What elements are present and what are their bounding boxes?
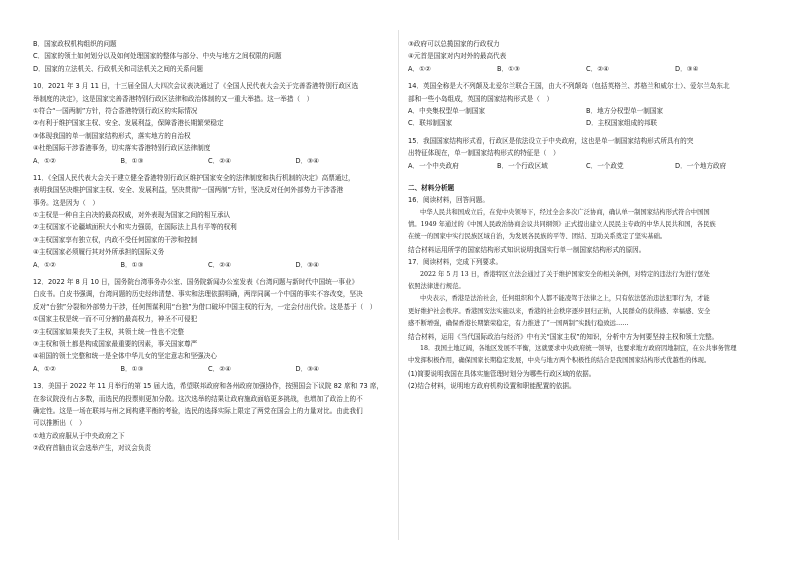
option-d: D．③④	[675, 64, 699, 73]
question-stem: 18．我国土地辽阔，各地区发展不平衡，这就要求中央政府统一领导，也要求地方政府因地制宜，在公共事务管理	[420, 344, 737, 352]
question-stem: 反对“台独”分裂和外部势力干涉，任何图谋利用“台独”为借口破坏中国主权的行为，一定会付出代价。这是基于（ ）	[33, 302, 377, 311]
statement-item: ④祖国的领土完整和统一是全体中华儿女的坚定意志和坚强决心	[33, 352, 217, 361]
statement-item: ③主权国家享有独立权，内政不受任何国家的干涉和控制	[33, 235, 198, 244]
option-a: A．①②	[33, 156, 56, 165]
statement-item: ①主权是一种自主自决的最高权威，对外表现为国家之间的相互承认	[33, 211, 231, 220]
option-b: B．一个行政区域	[497, 161, 548, 170]
question-prompt: 结合材料，运用《当代国际政治与经济》中有关“国家主权”的知识，分析中方为何要坚持主权和领土完整。	[408, 332, 719, 341]
statement-item: ②政府首脑由议会选举产生，对议会负责	[33, 444, 152, 453]
option-d: D．③④	[295, 364, 319, 373]
statement-item: ③体现我国的单一制国家结构形式，落实地方的自治权	[33, 131, 191, 140]
answer-options	[408, 105, 764, 117]
statement-item: ③政府可以总揽国家的行政权力	[408, 40, 500, 48]
answer-options	[408, 63, 764, 75]
material-text: 在统一的国家中实行民族区域自治，为发展各民族的平等、团结、互助关系奠定了坚实基础。	[408, 233, 667, 241]
option-b: B．①③	[497, 64, 520, 73]
section-heading: 二、材料分析题	[408, 183, 455, 192]
statement-item: ①地方政府服从于中央政府之下	[33, 431, 125, 440]
answer-options	[408, 117, 764, 129]
option-c: C．②④	[208, 156, 232, 165]
answer-options	[33, 363, 383, 375]
sub-question: (1)简要说明我国在具体实施管理时划分为哪些行政区域的依据。	[408, 369, 596, 378]
option-d: D．③④	[295, 156, 319, 165]
option-c: C．②④	[586, 64, 610, 73]
option-c: C．联邦制国家	[408, 119, 453, 128]
question-stem: 14．英国全称是大不列颠及北爱尔兰联合王国，由大不列颠岛（包括英格兰、苏格兰和威尔士）、爱尔兰岛东北	[408, 82, 730, 91]
question-stem: 在参议院没有占多数，而选民的投票则更加分散。这次选举的结果让政府施政面临更多挑战，也增加了政治上的不	[33, 394, 363, 403]
option-d: D．主权国家组成的邦联	[586, 119, 658, 128]
material-text: 感不断增强，确保香港长期繁荣稳定，有力推进了“一国两制”实践行稳致远……	[408, 320, 629, 328]
question-11	[33, 172, 383, 271]
option-d: D．③④	[295, 260, 319, 269]
question-17	[408, 256, 764, 343]
option-b: B．地方分权型单一制国家	[586, 106, 664, 115]
question-stem: 确定性。这是一场在联邦与州之间构建平衡的考验，选民的选择实际上限定了两党在国会上的力量对比。由此我们	[33, 406, 363, 415]
material-text: 情。1949 年通过的《中国人民政治协商会议共同纲领》正式提出建立人民民主专政的中华人民共和国，各民族	[408, 221, 716, 229]
question-stem: 16．阅读材料，回答问题。	[408, 196, 489, 205]
question-18	[408, 343, 764, 393]
question-stem: 17．阅读材料，完成下列要求。	[408, 258, 503, 267]
question-16	[408, 194, 764, 256]
option-a: A．①②	[33, 260, 56, 269]
question-13	[33, 380, 383, 454]
question-stem: 11．《全国人民代表大会关于建立健全香港特别行政区维护国家安全的法律制度和执行机制的决定》高票通过，	[33, 173, 355, 182]
option-a: A．一个中央政府	[408, 161, 459, 170]
material-text: 更好维护社会秩序。香港国安法实施以来，香港的社会秩序逐步回归正轨，人民群众的获得感、幸福感、安全	[408, 307, 711, 315]
right-column	[408, 38, 764, 393]
question-stem: 表明我国坚决维护国家主权、安全、发展利益，坚决贯彻“一国两制”方针，坚决反对任何外部势力干涉香港	[33, 186, 344, 195]
option-line: C．国家的领土如何划分以及如何处理国家的整体与部分、中央与地方之间权限的问题	[33, 52, 282, 61]
question-stem: 10．2021 年 3 月 11 日，十三届全国人大四次会议表决通过了《全国人民代表大会关于完善香港特别行政区选	[33, 82, 359, 91]
option-line: B．国家政权机构组织的问题	[33, 40, 117, 48]
question-prompt: 结合材料运用所学的国家结构形式知识说明我国实行单一制国家结构形式的原因。	[408, 245, 646, 254]
statement-item: ②主权国家如果丧失了主权，其领土统一性也不完整	[33, 327, 184, 336]
left-column	[33, 38, 383, 455]
option-b: B．①③	[120, 364, 144, 373]
question-stem: 12．2022 年 8 月 10 日，国务院台湾事务办公室、国务院新闻办公室发表《台湾问题与新时代中国统一事业》	[33, 278, 359, 287]
question-stem: 事务。这是因为（ ）	[33, 198, 99, 207]
question-stem: 部和一些小岛组成，英国的国家结构形式是（ ）	[408, 94, 554, 103]
option-b: B．①③	[120, 260, 144, 269]
material-text: 依照法律进行规范。	[408, 283, 465, 291]
material-text: 中华人民共和国成立后，在党中央领导下，经过全会多次广泛协商，确认单一制国家结构形式符合中国国	[420, 208, 710, 216]
material-text: 中央表示，香港是法治社会，任何组织和个人都不能凌驾于法律之上，只有依法惩治违法犯罪行为，才能	[420, 295, 710, 303]
question-15	[408, 135, 764, 172]
answer-options	[33, 259, 383, 271]
option-a: A．①②	[408, 64, 431, 73]
question-stem: 出特征体现在，单一制国家结构形式的特征是（ ）	[408, 149, 560, 158]
question-10	[33, 80, 383, 167]
option-line: D．国家的立法机关、行政机关和司法机关之间的关系问题	[33, 64, 203, 73]
material-text: 2022 年 5 月 13 日，香港特区立法会通过了关于维护国家安全的相关条例，对特定的违法行为进行惩处	[420, 270, 710, 278]
question-stem: 白皮书。白皮书强调，台湾问题的历史经纬清楚、事实和法理依据明确，两岸同属一个中国的事实不容改变，坚决	[33, 290, 363, 299]
question-stem: 13．美国于 2022 年 11 月举行的第 15 届大选，希望联邦政府和各州政府加强协作，按照国会下议院 82 席和 73 席，	[33, 382, 383, 391]
option-c: C．②④	[208, 260, 232, 269]
column-divider	[398, 30, 399, 540]
question-stem: 可以推断出（ ）	[33, 419, 86, 428]
question-12	[33, 276, 383, 375]
statement-item: ④杜绝国际干涉香港事务，切实落实香港特别行政区法律制度	[33, 144, 211, 153]
sub-question: (2)结合材料，说明地方政府机构设置和职能配置的依据。	[408, 382, 576, 391]
statement-item: ①国家主权是统一而不可分割的最高权力，神圣不可侵犯	[33, 315, 198, 324]
material-text: 中发挥积极作用，确保国家长期稳定发展，中央与地方两个积极性的结合是我国国家结构形式优越性的体现。	[408, 357, 711, 365]
answer-options	[408, 160, 764, 172]
question-stem: 15．我国国家结构形式看，行政区是依法设立于中央政府，这也是单一制国家结构形式所具有的突	[408, 136, 694, 145]
statement-item: ②主权国家不论疆域面积大小和实力强弱，在国际法上具有平等的权利	[33, 223, 237, 232]
answer-options	[33, 155, 383, 167]
statement-item: ①符合“一国两制”方针，符合香港特别行政区的实际情况	[33, 106, 198, 115]
statement-item: ③主权和领土都是构成国家最重要的因素，事关国家尊严	[33, 339, 198, 348]
question-14	[408, 80, 764, 130]
option-d: D．一个地方政府	[675, 161, 727, 170]
question-stem: 举制度的决定》，这是国家完善香港特别行政区法律和政治体制的又一重大举措。这一举措（ ）	[33, 94, 314, 103]
option-c: C．②④	[208, 364, 232, 373]
option-b: B．①③	[120, 156, 144, 165]
option-a: A．①②	[33, 364, 56, 373]
option-a: A．中央集权型单一制国家	[408, 106, 486, 115]
statement-item: ②有利于维护国家主权、安全、发展利益，保障香港长期繁荣稳定	[33, 119, 224, 128]
statement-item: ④元首是国家对内对外的最高代表	[408, 52, 507, 61]
statement-item: ④主权国家必须履行其对外所承担的国际义务	[33, 248, 165, 257]
option-c: C．一个政党	[586, 161, 624, 170]
